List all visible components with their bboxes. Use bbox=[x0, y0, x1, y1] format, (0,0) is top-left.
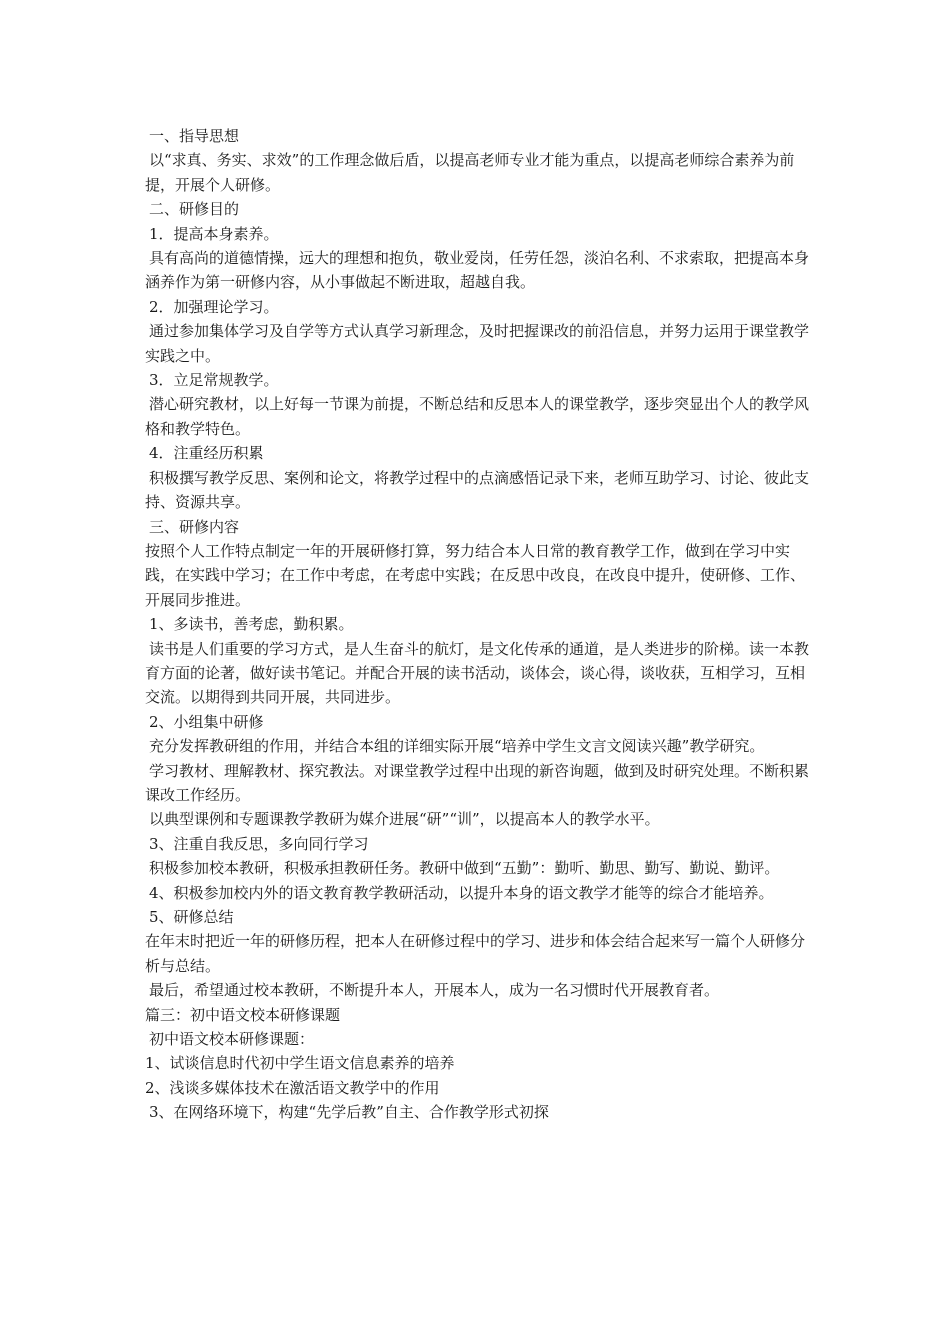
paragraph: 读书是人们重要的学习方式，是人生奋斗的航灯，是文化传承的通道，是人类进步的阶梯。读一本教育方面的论著，做好读书笔记。并配合开展的读书活动，谈体会，谈心得，谈收获，互相学习，互相交流。以期得到共同开展，共同进步。 bbox=[145, 639, 810, 707]
paragraph: 以“求真、务实、求效”的工作理念做后盾，以提高老师专业才能为重点，以提高老师综合素养为前提，开展个人研修。 bbox=[145, 151, 795, 194]
heading-content: 三、研修内容 bbox=[149, 517, 240, 536]
subheading: 2、小组集中研修 bbox=[149, 712, 264, 731]
subheading: 2．加强理论学习。 bbox=[149, 297, 279, 316]
paragraph: 具有高尚的道德情操，远大的理想和抱负，敬业爱岗，任劳任怨，淡泊名利、不求索取，把提高本身涵养作为第一研修内容，从小事做起不断进取，超越自我。 bbox=[145, 249, 810, 292]
list-item: 3、在网络环境下，构建“先学后教”自主、合作教学形式初探 bbox=[149, 1103, 549, 1122]
subheading: 1、多读书，善考虑，勤积累。 bbox=[149, 615, 354, 634]
paragraph: 学习教材、理解教材、探究教法。对课堂教学过程中出现的新咨询题，做到及时研究处理。不断积累课改工作经历。 bbox=[145, 761, 810, 804]
paragraph: 积极参加校本教研，积极承担教研任务。教研中做到“五勤”：勤听、勤思、勤写、勤说、勤评。 bbox=[149, 859, 780, 878]
paragraph: 通过参加集体学习及自学等方式认真学习新理念，及时把握课改的前沿信息，并努力运用于课堂教学实践之中。 bbox=[145, 322, 810, 365]
list-item: 1、试谈信息时代初中学生语文信息素养的培养 bbox=[145, 1054, 455, 1073]
paragraph: 积极撰写教学反思、案例和论文，将教学过程中的点滴感悟记录下来，老师互助学习、讨论、彼此支持、资源共享。 bbox=[145, 468, 810, 512]
subheading: 3．立足常规教学。 bbox=[149, 371, 279, 390]
subheading: 1．提高本身素养。 bbox=[149, 224, 279, 243]
subheading: 5、研修总结 bbox=[149, 908, 234, 926]
document-body bbox=[145, 124, 815, 1125]
paragraph: 4、积极参加校内外的语文教育教学教研活动，以提升本身的语文教学才能等的综合才能培养。 bbox=[149, 883, 774, 902]
paragraph: 在年末时把近一年的研修历程，把本人在研修过程中的学习、进步和体会结合起来写一篇个人研修分析与总结。 bbox=[145, 932, 806, 975]
list-item: 2、浅谈多媒体技术在激活语文教学中的作用 bbox=[145, 1078, 440, 1097]
section-title: 篇三：初中语文校本研修课题 bbox=[145, 1005, 341, 1024]
heading-guiding-thought: 一、指导思想 bbox=[149, 127, 240, 145]
heading-purpose: 二、研修目的 bbox=[149, 200, 240, 219]
paragraph: 充分发挥教研组的作用，并结合本组的详细实际开展“培养中学生文言文阅读兴趣”教学研究。 bbox=[149, 737, 765, 756]
subheading: 4．注重经历积累 bbox=[149, 444, 264, 463]
paragraph: 最后，希望通过校本教研，不断提升本人，开展本人，成为一名习惯时代开展教育者。 bbox=[149, 981, 720, 1000]
paragraph: 按照个人工作特点制定一年的开展研修打算，努力结合本人日常的教育教学工作，做到在学习中实践，在实践中学习；在工作中考虑，在考虑中实践；在反思中改良，在改良中提升，使研修、工作、开展同步推进。 bbox=[145, 541, 806, 609]
subheading: 初中语文校本研修课题： bbox=[149, 1030, 315, 1049]
paragraph: 潜心研究教材，以上好每一节课为前提，不断总结和反思本人的课堂教学，逐步突显出个人的教学风格和教学特色。 bbox=[145, 395, 810, 438]
subheading: 3、注重自我反思，多向同行学习 bbox=[149, 834, 369, 853]
paragraph: 以典型课例和专题课教学教研为媒介进展“研”“训”，以提高本人的教学水平。 bbox=[149, 810, 660, 829]
